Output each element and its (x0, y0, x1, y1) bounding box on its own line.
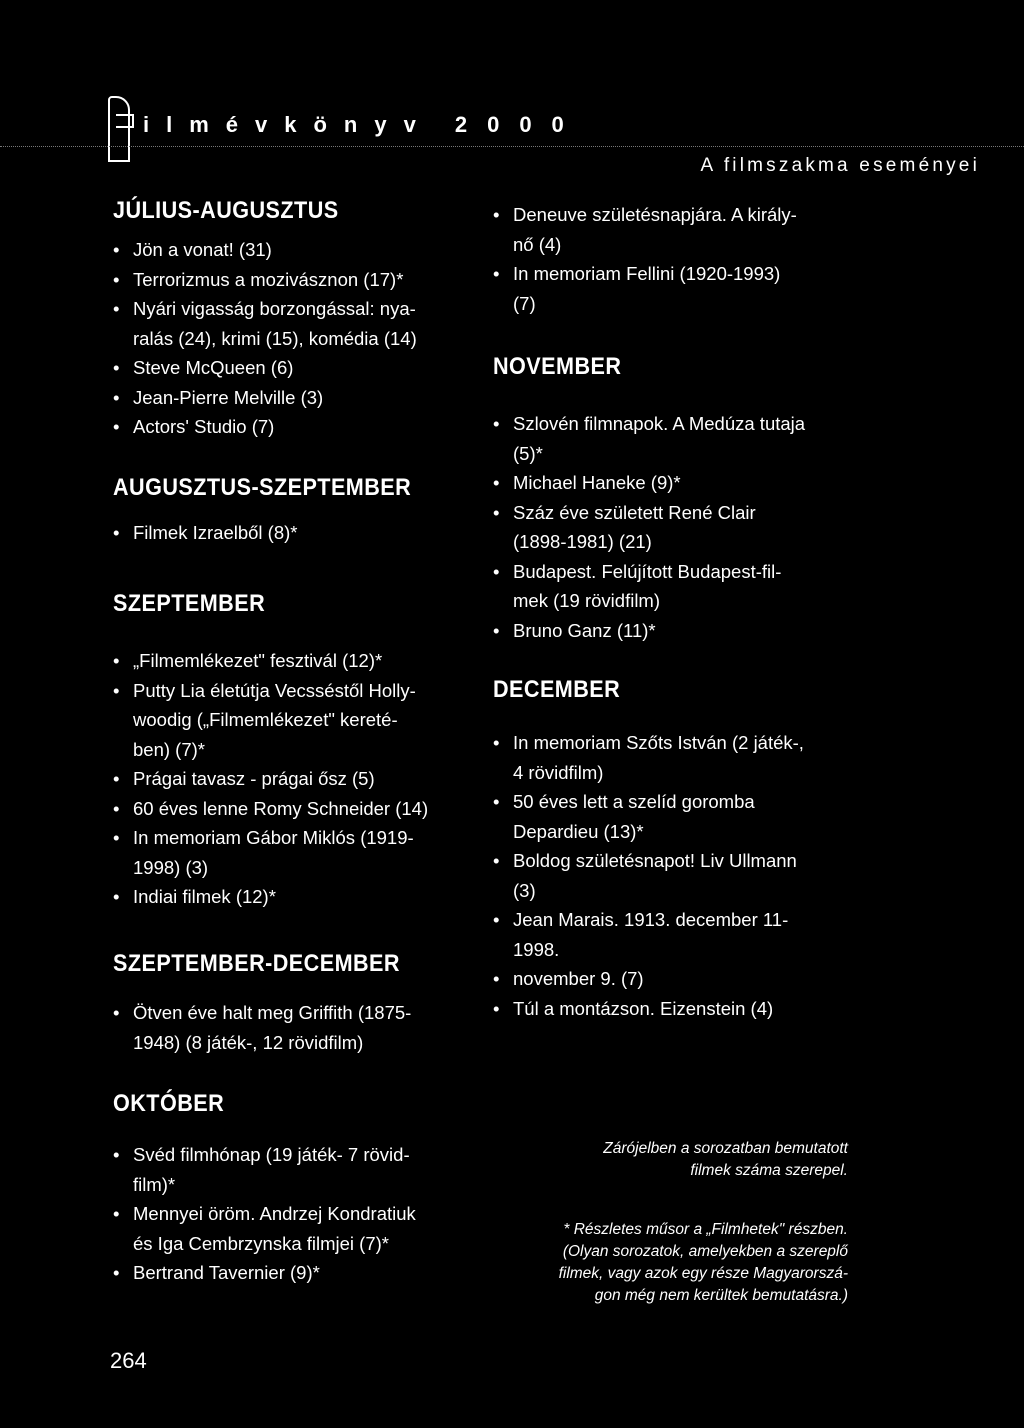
list-item-line: • Putty Lia életútja Vecsséstől Holly- (133, 679, 416, 701)
section-heading: DECEMBER (493, 676, 621, 703)
chapter-subtitle: A filmszakma eseményei (700, 155, 980, 176)
list-item (113, 676, 463, 765)
list-item-line: • Jean-Pierre Melville (3) (133, 386, 324, 408)
list-item (113, 265, 463, 295)
list-item-line: ralás (24), krimi (15), komédia (14) (133, 327, 417, 349)
publication-title (143, 112, 584, 138)
list-item (493, 498, 859, 557)
list-item-line: • Actors' Studio (7) (133, 416, 275, 437)
list-item (113, 353, 463, 383)
list-item (113, 235, 463, 265)
list-item-line: • Terrorizmus a mozivásznon (17)* (133, 268, 404, 290)
list-item-line: • In memoriam Szőts István (2 játék-, (513, 732, 804, 753)
list-item-line: woodig („Filmemlékezet" kereté- (133, 709, 398, 730)
list-item-line: • Ötven éve halt meg Griffith (1875- (133, 1002, 412, 1023)
list-item-line: • Mennyei öröm. Andrzej Kondratiuk (133, 1203, 416, 1224)
list-item-line: • 60 éves lenne Romy Schneider (14) (133, 797, 429, 819)
list-item (493, 259, 859, 318)
dotted-divider (0, 146, 1024, 148)
list-item (113, 1258, 463, 1288)
list-item-line: 1998. (513, 938, 560, 960)
note-line: filmek, vagy azok egy része Magyarorszá- (558, 1265, 848, 1282)
list-item (493, 846, 859, 905)
list-item (113, 764, 463, 794)
section-heading: NOVEMBER (493, 353, 622, 380)
list-item-line: ben) (7)* (133, 738, 205, 760)
list-item (493, 468, 859, 498)
list-item (113, 1199, 463, 1258)
section-heading: SZEPTEMBER-DECEMBER (113, 950, 400, 977)
list-item-line: • „Filmemlékezet" fesztivál (12)* (133, 650, 383, 671)
list-item-line: • Svéd filmhónap (19 játék- 7 rövid- (133, 1144, 410, 1165)
note-line: (Olyan sorozatok, amelyekben a szereplő (562, 1243, 848, 1260)
section-heading: JÚLIUS-AUGUSZTUS (113, 197, 339, 224)
list-item-line: film)* (133, 1173, 176, 1195)
list-item (493, 787, 859, 846)
note-line: * Részletes műsor a „Filmhetek" részben. (563, 1221, 848, 1238)
section-oktober-cont (493, 200, 859, 318)
list-item-line: • november 9. (7) (513, 968, 644, 989)
section-julius-augusztus (113, 197, 463, 442)
note-line: filmek száma szerepel. (690, 1162, 848, 1179)
list-item-line: • Bruno Ganz (11)* (513, 619, 656, 641)
section-heading: OKTÓBER (113, 1090, 225, 1117)
list-item (493, 964, 859, 994)
list-item-line: és Iga Cembrzynska filmjei (7)* (133, 1232, 389, 1254)
section-szeptember-december (113, 950, 463, 1057)
note-parentheses (603, 1138, 848, 1182)
list-item-line: mek (19 rövidfilm) (513, 590, 660, 611)
list-item (493, 409, 859, 468)
section-heading: SZEPTEMBER (113, 590, 266, 617)
list-item (113, 518, 463, 548)
note-line: Zárójelben a sorozatban bemutatott (603, 1140, 848, 1157)
list-item-line: • Budapest. Felújított Budapest-fil- (513, 560, 782, 582)
list-item-line: (3) (513, 879, 536, 901)
list-item-line: • Bertrand Tavernier (9)* (133, 1262, 320, 1283)
section-oktober (113, 1090, 463, 1288)
list-item-line: • 50 éves lett a szelíd goromba (513, 791, 755, 812)
section-november (493, 353, 859, 645)
list-item (113, 294, 463, 353)
list-item-line: • In memoriam Gábor Miklós (1919- (133, 827, 414, 848)
list-item (113, 794, 463, 824)
list-item-line: • Deneuve születésnapjára. A király- (513, 204, 797, 225)
note-asterisk (559, 1219, 848, 1307)
list-item-line: • Túl a montázson. Eizenstein (4) (513, 997, 774, 1019)
list-item-line: (1898-1981) (21) (513, 531, 652, 552)
list-item-line: • Száz éve született René Clair (513, 501, 756, 523)
logo-f-icon (108, 96, 130, 162)
list-item-line: • Jön a vonat! (31) (133, 239, 272, 260)
list-item (113, 823, 463, 882)
list-item-line: • Steve McQueen (6) (133, 357, 294, 378)
list-item-line: • Prágai tavasz - prágai ősz (5) (133, 768, 375, 789)
note-line: gon még nem kerültek bemutatásra.) (594, 1287, 848, 1304)
list-item-line: • Boldog születésnapot! Liv Ullmann (513, 850, 797, 871)
list-item-line: • In memoriam Fellini (1920-1993) (513, 263, 781, 284)
list-item-line: • Jean Marais. 1913. december 11- (513, 909, 789, 930)
section-szeptember (113, 590, 463, 912)
list-item (113, 882, 463, 912)
list-item (113, 646, 463, 676)
list-item-line: 1998) (3) (133, 856, 209, 878)
section-december (493, 676, 859, 1023)
list-item (493, 616, 859, 646)
list-item-line: • Michael Haneke (9)* (513, 472, 681, 493)
list-item-line: 4 rövidfilm) (513, 761, 604, 783)
section-augusztus-szeptember (113, 474, 463, 548)
list-item-line: • Nyári vigasság borzongással: nya- (133, 298, 416, 319)
list-item (493, 994, 859, 1024)
section-heading: AUGUSZTUS-SZEPTEMBER (113, 474, 412, 501)
list-item-line: (5)* (513, 442, 543, 464)
list-item-line: nő (4) (513, 233, 562, 255)
list-item (113, 998, 463, 1057)
list-item-line: (7) (513, 292, 536, 314)
brand-name: ilmévkönyv (143, 112, 433, 137)
list-item-line: Depardieu (13)* (513, 820, 644, 842)
list-item (493, 905, 859, 964)
list-item-line: • Szlovén filmnapok. A Medúza tutaja (513, 413, 806, 434)
page-number: 264 (110, 1348, 147, 1373)
list-item (113, 1140, 463, 1199)
brand-year: 2000 (454, 112, 584, 137)
list-item (493, 200, 859, 259)
list-item-line: 1948) (8 játék-, 12 rövidfilm) (133, 1031, 364, 1053)
list-item (113, 383, 463, 413)
list-item-line: • Filmek Izraelből (8)* (133, 522, 298, 543)
list-item-line: • Indiai filmek (12)* (133, 886, 276, 907)
list-item (493, 728, 859, 787)
list-item (113, 412, 463, 442)
list-item (493, 557, 859, 616)
